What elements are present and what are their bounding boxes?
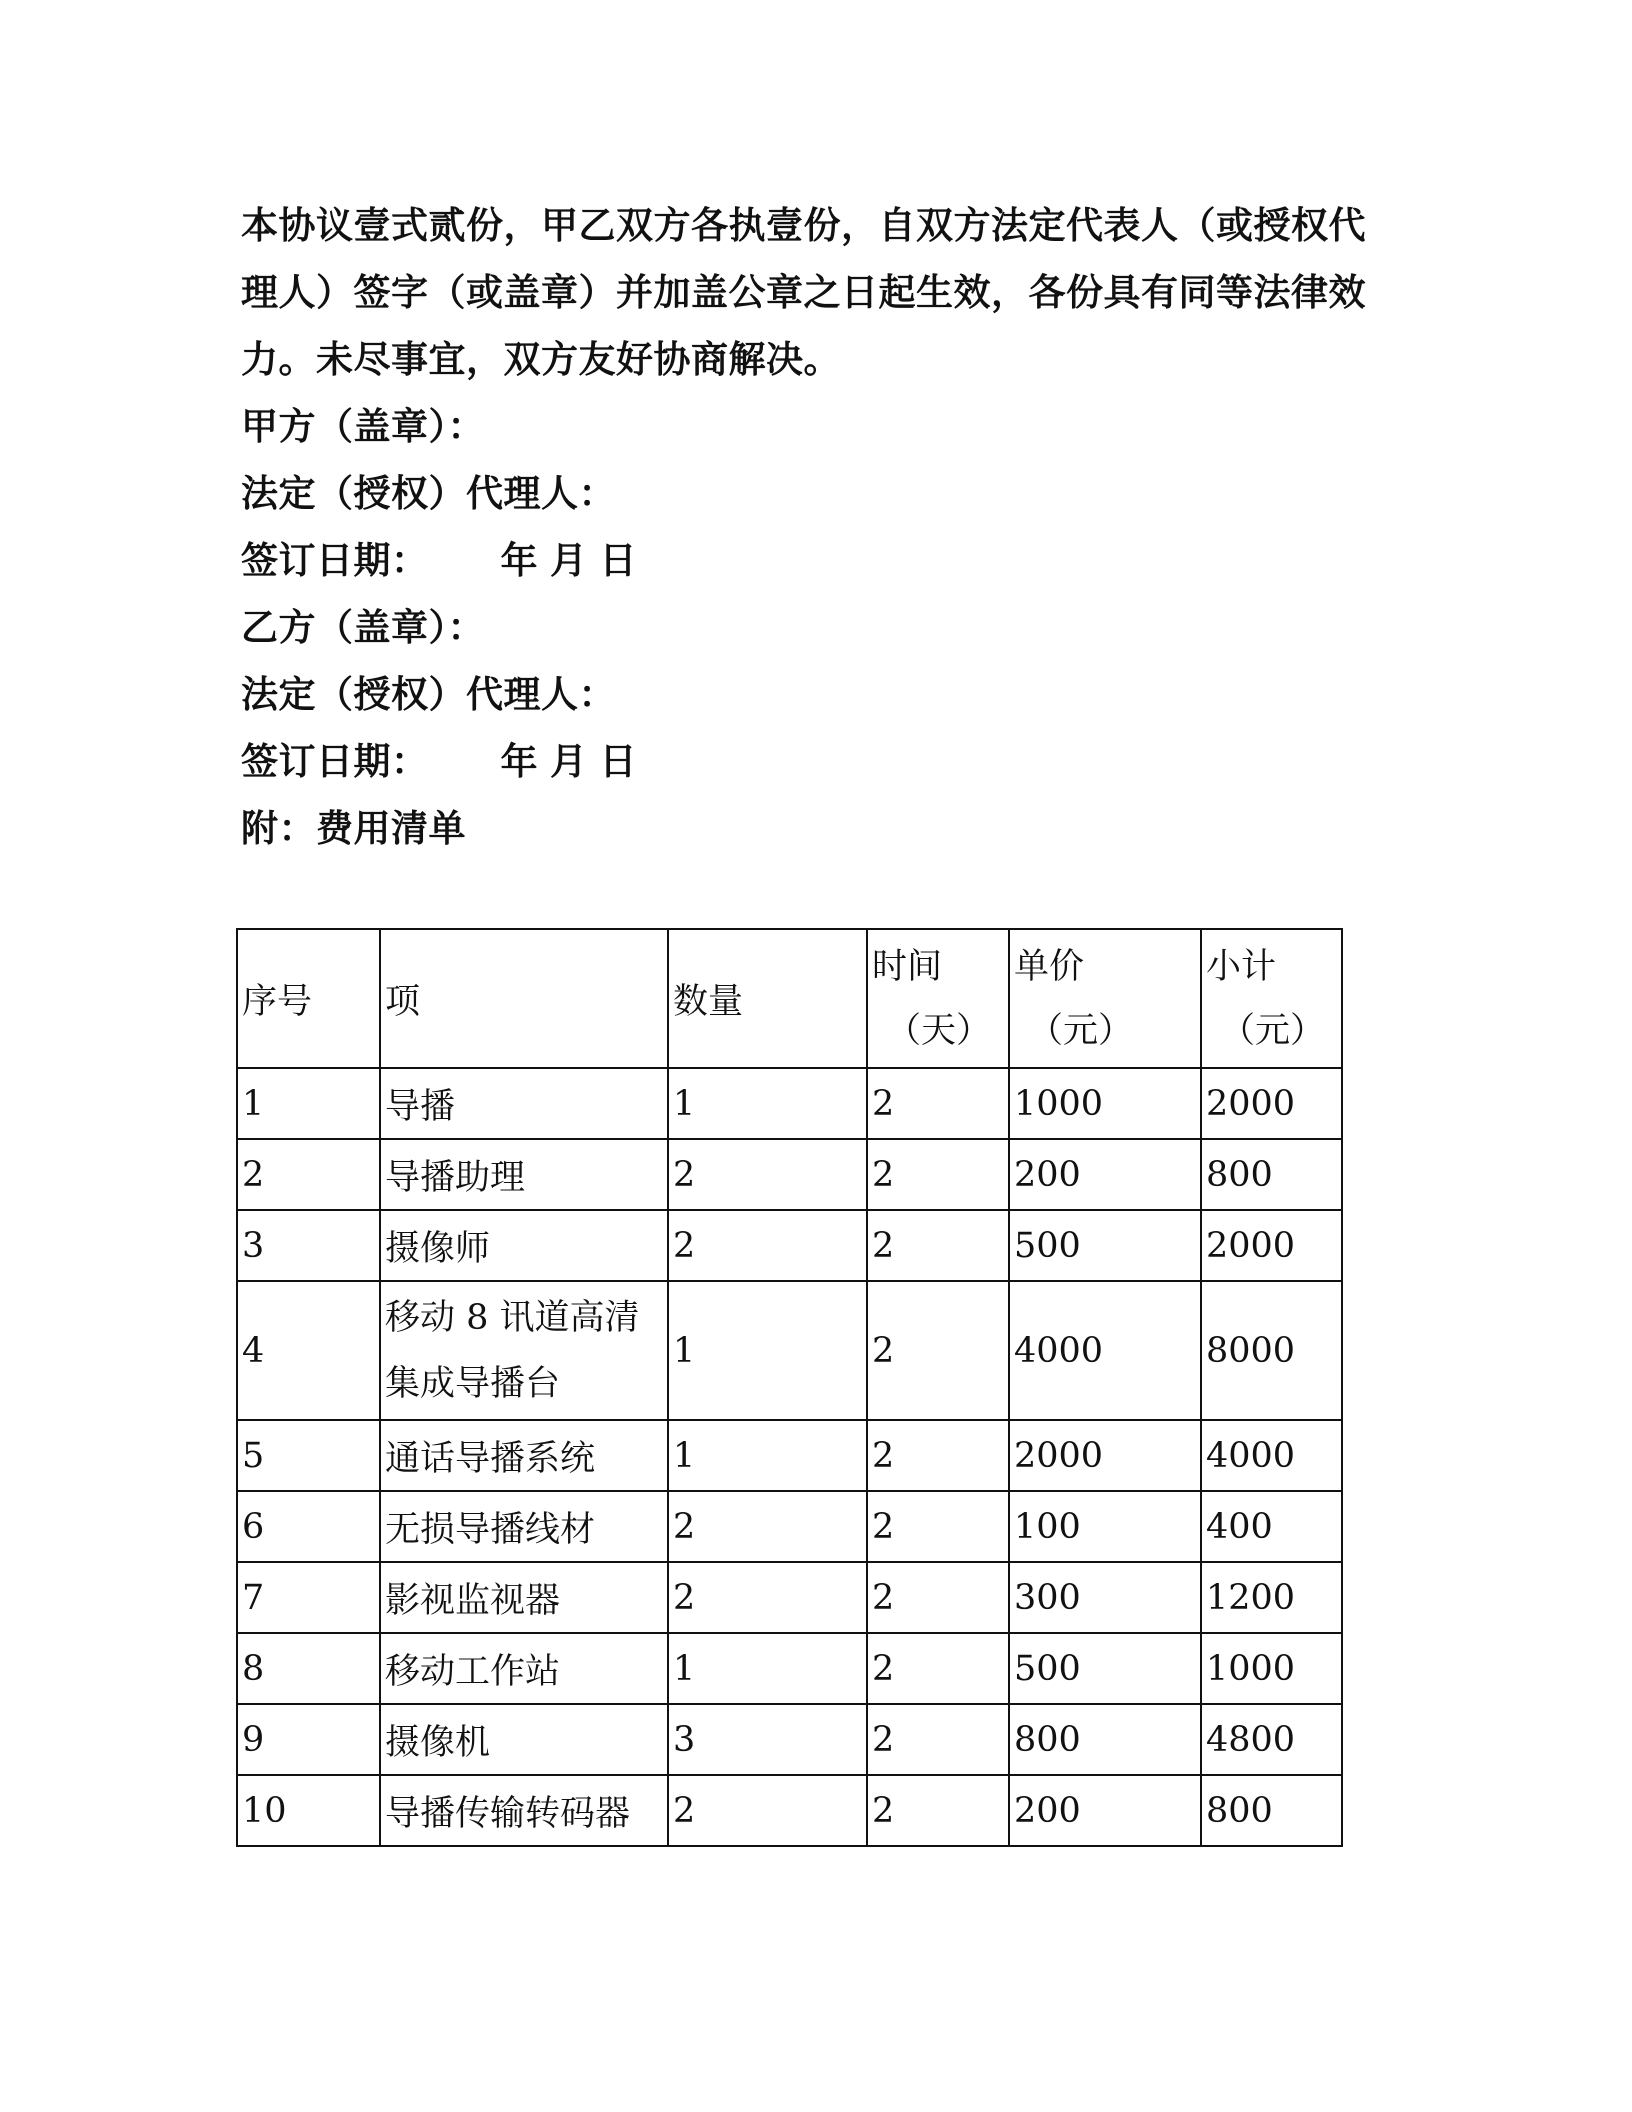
agreement-line: 本协议壹式贰份，甲乙双方各执壹份，自双方法定代表人（或授权代 bbox=[241, 204, 1366, 247]
cell-no: 10 bbox=[237, 1775, 380, 1846]
table-row bbox=[237, 1633, 1342, 1704]
cell-item: 导播助理 bbox=[380, 1139, 668, 1210]
attachment-label: 附：费用清单 bbox=[241, 807, 466, 850]
cell-item: 摄像师 bbox=[380, 1210, 668, 1281]
cell-no: 2 bbox=[237, 1139, 380, 1210]
cell-subtotal: 800 bbox=[1201, 1139, 1342, 1210]
cell-price: 4000 bbox=[1009, 1281, 1201, 1420]
party-b-date-label: 签订日期： bbox=[241, 740, 429, 783]
table-row bbox=[237, 1420, 1342, 1491]
agreement-line: 理人）签字（或盖章）并加盖公章之日起生效，各份具有同等法律效 bbox=[241, 271, 1366, 314]
header-price bbox=[1009, 929, 1201, 1068]
cell-qty: 2 bbox=[668, 1491, 867, 1562]
cell-days: 2 bbox=[867, 1704, 1009, 1775]
cell-days: 2 bbox=[867, 1068, 1009, 1139]
cell-price: 100 bbox=[1009, 1491, 1201, 1562]
cell-subtotal: 4000 bbox=[1201, 1420, 1342, 1491]
cell-price: 300 bbox=[1009, 1562, 1201, 1633]
cell-item bbox=[380, 1281, 668, 1420]
cell-days: 2 bbox=[867, 1139, 1009, 1210]
cell-no: 1 bbox=[237, 1068, 380, 1139]
party-a-agent-label: 法定（授权）代理人： bbox=[241, 472, 616, 515]
cell-qty: 1 bbox=[668, 1633, 867, 1704]
cell-subtotal: 1200 bbox=[1201, 1562, 1342, 1633]
cell-price: 2000 bbox=[1009, 1420, 1201, 1491]
cell-no: 4 bbox=[237, 1281, 380, 1420]
cell-item-line1: 移动 8 讯道高清 bbox=[385, 1297, 640, 1338]
table-row bbox=[237, 1704, 1342, 1775]
table-row bbox=[237, 1068, 1342, 1139]
party-a-day: 日 bbox=[599, 539, 637, 582]
cell-qty: 2 bbox=[668, 1775, 867, 1846]
cell-price: 1000 bbox=[1009, 1068, 1201, 1139]
cell-subtotal: 2000 bbox=[1201, 1068, 1342, 1139]
agreement-line: 力。未尽事宜，双方友好协商解决。 bbox=[241, 338, 841, 381]
cell-qty: 3 bbox=[668, 1704, 867, 1775]
cell-price: 200 bbox=[1009, 1775, 1201, 1846]
table-row bbox=[237, 1281, 1342, 1420]
fee-table bbox=[236, 928, 1343, 1847]
header-no: 序号 bbox=[237, 929, 380, 1068]
header-time-line1: 时间 bbox=[872, 946, 943, 987]
cell-no: 3 bbox=[237, 1210, 380, 1281]
table-row bbox=[237, 1491, 1342, 1562]
header-qty: 数量 bbox=[668, 929, 867, 1068]
cell-item: 影视监视器 bbox=[380, 1562, 668, 1633]
agreement-paragraph bbox=[241, 192, 1381, 393]
cell-days: 2 bbox=[867, 1491, 1009, 1562]
party-b-month: 月 bbox=[550, 740, 588, 783]
cell-item: 通话导播系统 bbox=[380, 1420, 668, 1491]
cell-price: 800 bbox=[1009, 1704, 1201, 1775]
cell-qty: 1 bbox=[668, 1068, 867, 1139]
cell-price: 200 bbox=[1009, 1139, 1201, 1210]
cell-no: 7 bbox=[237, 1562, 380, 1633]
table-row bbox=[237, 1210, 1342, 1281]
party-a-date-line bbox=[241, 527, 1381, 594]
table-row bbox=[237, 1562, 1342, 1633]
cell-subtotal: 400 bbox=[1201, 1491, 1342, 1562]
cell-days: 2 bbox=[867, 1281, 1009, 1420]
cell-price: 500 bbox=[1009, 1210, 1201, 1281]
cell-item: 无损导播线材 bbox=[380, 1491, 668, 1562]
cell-days: 2 bbox=[867, 1775, 1009, 1846]
party-b-seal-label: 乙方（盖章）： bbox=[241, 606, 485, 649]
cell-qty: 2 bbox=[668, 1210, 867, 1281]
header-price-line2: （元） bbox=[1028, 1010, 1134, 1051]
cell-subtotal: 8000 bbox=[1201, 1281, 1342, 1420]
header-item: 项 bbox=[380, 929, 668, 1068]
cell-days: 2 bbox=[867, 1562, 1009, 1633]
cell-qty: 2 bbox=[668, 1139, 867, 1210]
cell-no: 5 bbox=[237, 1420, 380, 1491]
cell-subtotal: 4800 bbox=[1201, 1704, 1342, 1775]
cell-qty: 1 bbox=[668, 1420, 867, 1491]
cell-item: 摄像机 bbox=[380, 1704, 668, 1775]
cell-no: 9 bbox=[237, 1704, 380, 1775]
header-time bbox=[867, 929, 1009, 1068]
header-subtotal bbox=[1201, 929, 1342, 1068]
header-subtotal-line2: （元） bbox=[1220, 1010, 1326, 1051]
fee-table-header-row bbox=[237, 929, 1342, 1068]
cell-subtotal: 800 bbox=[1201, 1775, 1342, 1846]
party-a-year: 年 bbox=[500, 539, 538, 582]
cell-qty: 1 bbox=[668, 1281, 867, 1420]
party-b-date-line bbox=[241, 728, 1381, 795]
cell-no: 6 bbox=[237, 1491, 380, 1562]
cell-price: 500 bbox=[1009, 1633, 1201, 1704]
cell-item: 导播 bbox=[380, 1068, 668, 1139]
cell-days: 2 bbox=[867, 1210, 1009, 1281]
table-row bbox=[237, 1139, 1342, 1210]
table-row bbox=[237, 1775, 1342, 1846]
cell-subtotal: 1000 bbox=[1201, 1633, 1342, 1704]
cell-item: 导播传输转码器 bbox=[380, 1775, 668, 1846]
cell-item: 移动工作站 bbox=[380, 1633, 668, 1704]
agreement-body bbox=[241, 192, 1381, 862]
cell-qty: 2 bbox=[668, 1562, 867, 1633]
party-a-month: 月 bbox=[550, 539, 588, 582]
cell-days: 2 bbox=[867, 1633, 1009, 1704]
cell-no: 8 bbox=[237, 1633, 380, 1704]
cell-item-line2: 集成导播台 bbox=[385, 1363, 561, 1404]
party-b-year: 年 bbox=[500, 740, 538, 783]
header-subtotal-line1: 小计 bbox=[1206, 946, 1277, 987]
cell-subtotal: 2000 bbox=[1201, 1210, 1342, 1281]
party-b-agent-label: 法定（授权）代理人： bbox=[241, 673, 616, 716]
party-a-date-label: 签订日期： bbox=[241, 539, 429, 582]
cell-days: 2 bbox=[867, 1420, 1009, 1491]
header-time-line2: （天） bbox=[886, 1010, 992, 1051]
header-price-line1: 单价 bbox=[1014, 946, 1085, 987]
party-a-seal-label: 甲方（盖章）： bbox=[241, 405, 485, 448]
party-b-day: 日 bbox=[599, 740, 637, 783]
